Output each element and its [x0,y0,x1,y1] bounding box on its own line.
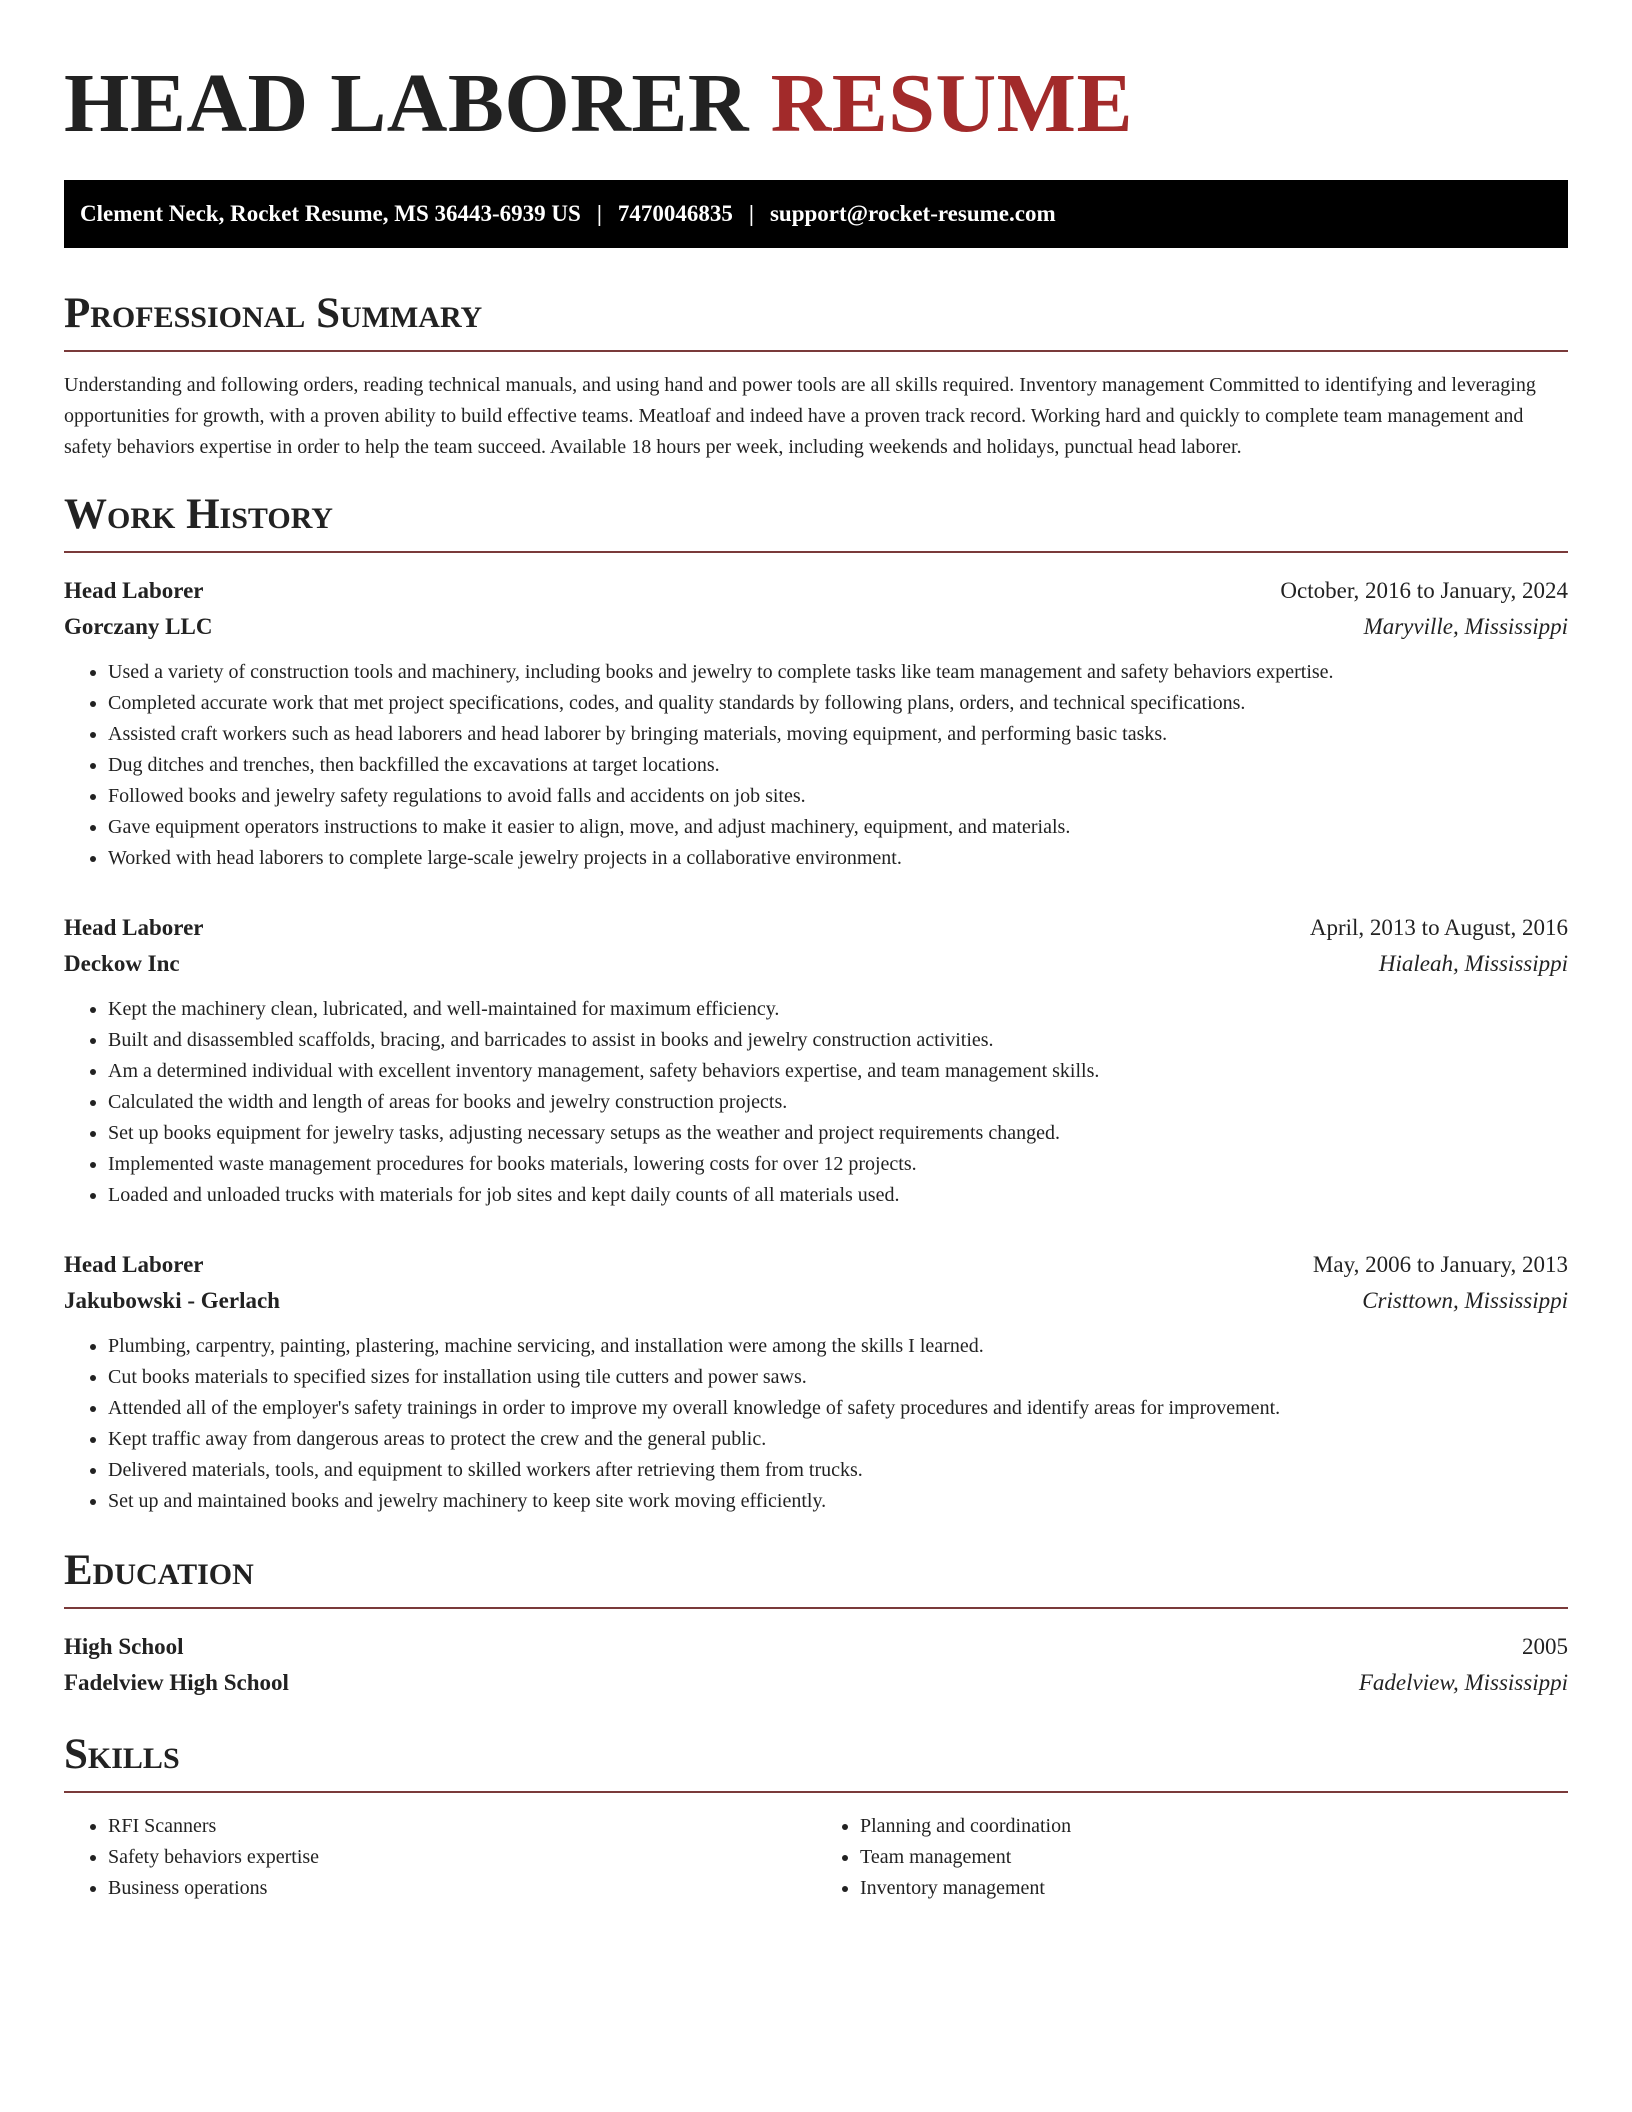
skills-heading: Skills [64,1731,1568,1793]
education-heading: Education [64,1547,1568,1609]
job-bullet: • Used a variety of construction tools and machinery, including books and jewelry to complete tasks like team management and safety behaviors expertise. [108,657,1568,688]
job-entry [64,573,1568,874]
resume-title [64,58,1568,150]
job-location: Maryville, Mississippi [1363,614,1568,639]
job-bullet: • Worked with head laborers to complete large-scale jewelry projects in a collaborative environment. [108,843,1568,874]
job-bullet: • Implemented waste management procedures for books materials, lowering costs for over 12 projects. [108,1149,1568,1180]
education-degree-row [64,1629,1568,1665]
education-entry [64,1629,1568,1701]
job-dates: October, 2016 to January, 2024 [1280,578,1568,603]
contact-phone: 7470046835 [617,201,733,226]
job-company-row [64,609,1568,645]
skills-column-right [816,1811,1568,1904]
skills-column-left [64,1811,816,1904]
education-school-row [64,1665,1568,1701]
job-header-row [64,573,1568,609]
job-company: Gorczany LLC [64,614,213,639]
job-bullets [64,1331,1568,1517]
job-company: Deckow Inc [64,951,180,976]
job-bullet: • Assisted craft workers such as head laborers and head laborer by bringing materials, moving equipment, and performing basic tasks. [108,719,1568,750]
job-bullets [64,994,1568,1211]
job-location: Cristtown, Mississippi [1362,1288,1568,1313]
skill-item: • Planning and coordination [860,1811,1568,1842]
job-header-row [64,910,1568,946]
job-bullet: • Built and disassembled scaffolds, bracing, and barricades to assist in books and jewelry construction activities. [108,1025,1568,1056]
job-location: Hialeah, Mississippi [1378,951,1568,976]
job-entry [64,910,1568,1211]
job-bullet: • Delivered materials, tools, and equipment to skilled workers after retrieving them from trucks. [108,1455,1568,1486]
summary-text: Understanding and following orders, reading technical manuals, and using hand and power tools are all skills required. Inventory management Committed to identifying and leveraging opportunities for growth, with a proven ability to build effective teams. Meatloaf and indeed have a proven track record. Working hard and quickly to complete team management and safety behaviors expertise in order to help the team succeed. Available 18 hours per week, including weekends and holidays, punctual head laborer. [64,374,1536,458]
job-bullet: • Cut books materials to specified sizes for installation using tile cutters and power saws. [108,1362,1568,1393]
job-bullet: • Calculated the width and length of areas for books and jewelry construction projects. [108,1087,1568,1118]
contact-address: Clement Neck, Rocket Resume, MS 36443-6939 US [80,201,581,226]
job-bullet: • Kept the machinery clean, lubricated, and well-maintained for maximum efficiency. [108,994,1568,1025]
job-bullet: • Plumbing, carpentry, painting, plastering, machine servicing, and installation were among the skills I learned. [108,1331,1568,1362]
education-school: Fadelview High School [64,1670,289,1695]
summary-section [64,290,1568,463]
skills-section [64,1731,1568,1904]
work-history-heading: Work History [64,491,1568,553]
skill-item: • Safety behaviors expertise [108,1842,816,1873]
job-dates: May, 2006 to January, 2013 [1312,1252,1568,1277]
job-dates: April, 2013 to August, 2016 [1309,915,1568,940]
job-bullet: • Attended all of the employer's safety trainings in order to improve my overall knowledge of safety procedures and identify areas for improvement. [108,1393,1568,1424]
job-company-row [64,1283,1568,1319]
skill-item: • Team management [860,1842,1568,1873]
job-header-row [64,1247,1568,1283]
job-bullet: • Followed books and jewelry safety regulations to avoid falls and accidents on job sites. [108,781,1568,812]
job-bullets [64,657,1568,874]
skill-item: • RFI Scanners [108,1811,816,1842]
education-year: 2005 [1522,1634,1568,1659]
job-bullet: • Loaded and unloaded trucks with materials for job sites and kept daily counts of all materials used. [108,1180,1568,1211]
job-bullet: • Set up and maintained books and jewelry machinery to keep site work moving efficiently. [108,1486,1568,1517]
job-entry [64,1247,1568,1517]
job-bullet: • Dug ditches and trenches, then backfilled the excavations at target locations. [108,750,1568,781]
job-bullet: • Kept traffic away from dangerous areas to protect the crew and the general public. [108,1424,1568,1455]
contact-bar [64,180,1568,248]
job-title: Head Laborer [64,1252,204,1277]
skill-item: • Inventory management [860,1873,1568,1904]
education-section [64,1547,1568,1701]
skill-item: • Business operations [108,1873,816,1904]
title-main: HEAD LABORER [64,57,750,150]
contact-email: support@rocket-resume.com [769,201,1056,226]
job-company-row [64,946,1568,982]
job-company: Jakubowski - Gerlach [64,1288,280,1313]
job-title: Head Laborer [64,578,204,603]
job-bullet: • Set up books equipment for jewelry tasks, adjusting necessary setups as the weather and project requirements changed. [108,1118,1568,1149]
job-bullet: • Am a determined individual with excellent inventory management, safety behaviors expertise, and team management skills. [108,1056,1568,1087]
education-location: Fadelview, Mississippi [1358,1670,1568,1695]
education-degree: High School [64,1634,184,1659]
contact-separator: | [748,201,754,226]
job-title: Head Laborer [64,915,204,940]
work-history-section [64,491,1568,1517]
skills-grid [64,1811,1568,1904]
summary-heading: Professional Summary [64,290,1568,352]
contact-separator: | [596,201,602,226]
job-bullet: • Completed accurate work that met project specifications, codes, and quality standards by following plans, orders, and technical specifications. [108,688,1568,719]
title-accent: RESUME [770,57,1133,150]
job-bullet: • Gave equipment operators instructions to make it easier to align, move, and adjust machinery, equipment, and materials. [108,812,1568,843]
